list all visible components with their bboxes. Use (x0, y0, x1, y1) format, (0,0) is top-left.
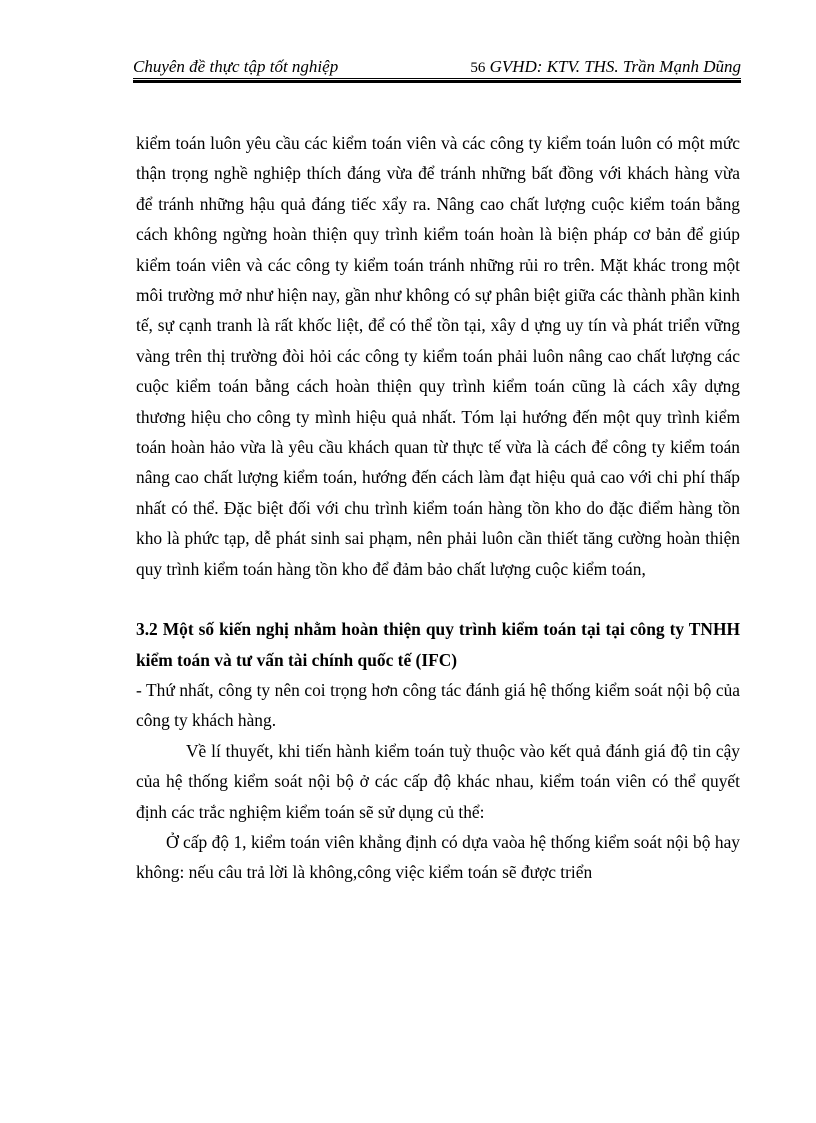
page-body (136, 128, 740, 888)
section-heading: 3.2 Một số kiến nghị nhằm hoàn thiện quy trình kiểm toán tại tại công ty TNHH kiểm toán và tư vấn tài chính quốc tế (IFC) (136, 619, 740, 670)
header-rule-thin (133, 78, 741, 79)
header-right (470, 56, 741, 79)
body-paragraph-3: Về lí thuyết, khi tiến hành kiểm toán tuỳ thuộc vào kết quả đánh giá độ tin cậy của hệ thống kiểm soát nội bộ ở các cấp độ khác nhau, kiểm toán viên có thể quyết định các trắc nghiệm kiểm toán sẽ sử dụng củ thể: (136, 740, 740, 822)
header-rule-thick (133, 80, 741, 83)
body-paragraph-2: - Thứ nhất, công ty nên coi trọng hơn công tác đánh giá hệ thống kiểm soát nội bộ của công ty khách hàng. (136, 679, 740, 731)
document-title: Chuyên đề thực tập tốt nghiệp (133, 57, 339, 76)
page-header (133, 56, 741, 78)
page-number: 56 (470, 60, 486, 76)
body-paragraph-4: Ở cấp độ 1, kiểm toán viên khẳng định có dựa vaòa hệ thống kiểm soát nội bộ hay không: nếu câu trả lời là không,công việc kiểm toán sẽ được triển (136, 831, 740, 883)
supervisor-name: GVHD: KTV. THS. Trần Mạnh Dũng (489, 57, 741, 76)
body-paragraph-1: kiểm toán luôn yêu cầu các kiểm toán viên và các công ty kiểm toán luôn có một mức thận trọng nghề nghiệp thích đáng vừa để tránh những bất đồng với khách hàng vừa để tránh những hậu quả đáng tiếc xẩy ra. Nâng cao chất lượng cuộc kiểm toán bằng cách không ngừng hoàn thiện quy trình kiểm toán hoàn là biện pháp cơ bản để giúp kiểm toán viên và các công ty kiểm toán tránh những rủi ro trên. Mặt khác trong một môi trường mở như hiện nay, gần như không có sự phân biệt giữa các thành phần kinh tế, sự cạnh tranh là rất khốc liệt, để có thể tồn tại, xây d ựng uy tín và phát triển vững vàng trên thị trường đòi hỏi các công ty kiểm toán phải luôn nâng cao chất lượng các cuộc kiểm toán bằng cách hoàn thiện quy trình kiểm toán cũng là cách xây dựng thương hiệu cho công ty mình hiệu quả nhất. Tóm lại hướng đến một quy trình kiểm toán hoàn hảo vừa là yêu cầu khách quan từ thực tế vừa là cách để công ty kiểm toán nâng cao chất lượng kiểm toán, hướng đến cách làm đạt hiệu quả cao với chi phí thấp nhất có thể. Đặc biệt đối với chu trình kiểm toán hàng tồn kho do đặc điểm hàng tồn kho là phức tạp, dễ phát sinh sai phạm, nên phải luôn cần thiết tăng cường hoàn thiện quy trình kiểm toán hàng tồn kho để đảm bảo chất lượng cuộc kiểm toán, (136, 133, 740, 579)
